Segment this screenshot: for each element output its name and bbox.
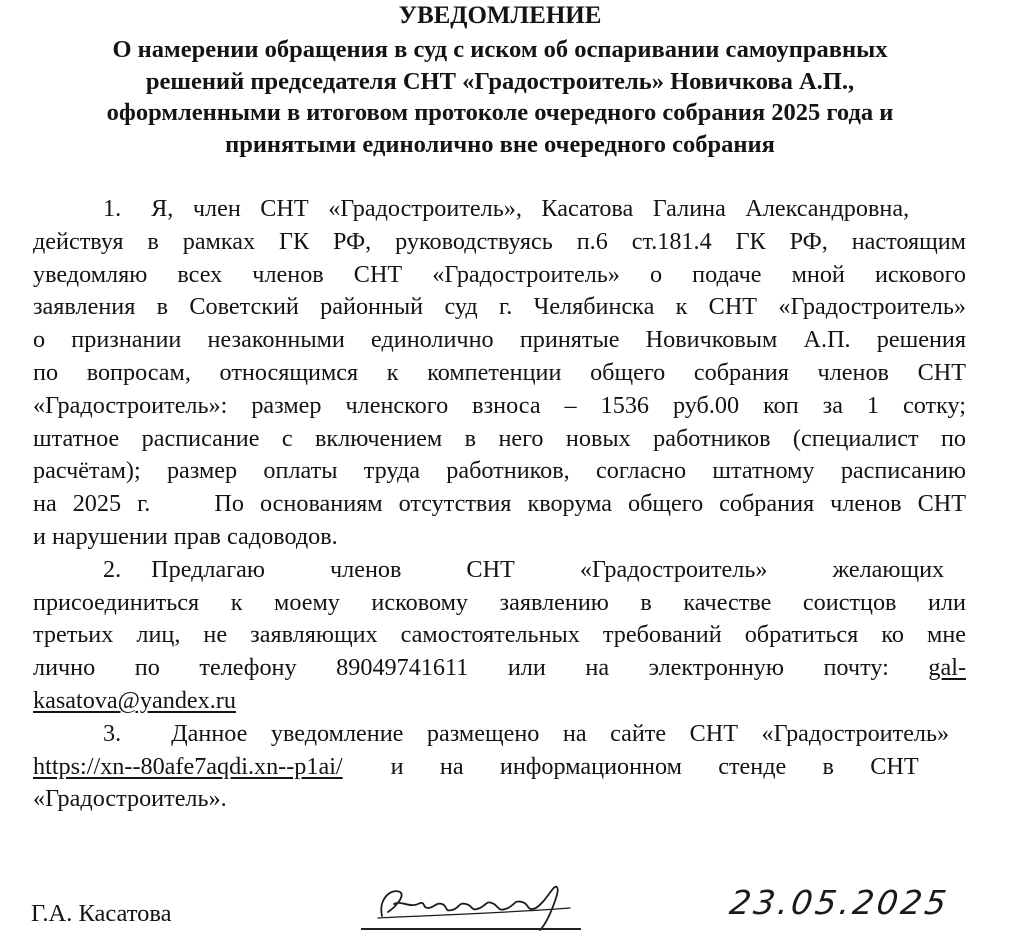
document-subtitle: [30, 34, 970, 160]
item2-email-line: [33, 685, 966, 718]
item3-first-line: [33, 718, 966, 751]
handwritten-signature: [370, 878, 580, 933]
item3-text: Данное уведомление размещено на сайте СНТ «Градостроитель»: [171, 719, 950, 747]
email-link-part1[interactable]: gal-: [928, 654, 966, 682]
item2-number: 2.: [103, 555, 122, 583]
subtitle-line: принятыми единолично вне очередного собрания: [225, 130, 775, 158]
document-title: УВЕДОМЛЕНИЕ: [398, 2, 602, 29]
item1-line: «Градостроитель»: размер членского взноса – 1536 руб.00 коп за 1 сотку;: [33, 391, 966, 419]
signature-underline: [361, 928, 581, 930]
item2-phone-line: [33, 652, 966, 685]
item1-line: заявления в Советский районный суд г. Челябинска к СНТ «Градостроитель»: [33, 293, 966, 321]
item1-line: о признании незаконными единолично принятые Новичковым А.П. решения: [33, 326, 966, 354]
item1-first-line: [33, 193, 966, 226]
item1-line: штатное расписание с включением в него новых работников (специалист по: [33, 424, 966, 452]
item1-number: 1.: [103, 195, 122, 222]
signer-name: Г.А. Касатова: [31, 900, 172, 927]
item1-line: уведомляю всех членов СНТ «Градостроитель» о подаче мной искового: [33, 260, 966, 288]
item3-number: 3.: [103, 719, 122, 747]
subtitle-line: оформленными в итоговом протоколе очередного собрания 2025 года и: [106, 99, 894, 126]
item1-line: на 2025 г. По основаниям отсутствия кворума общего собрания членов СНТ: [33, 490, 966, 518]
subtitle-line: О намерении обращения в суд с иском об оспаривании самоуправных: [112, 36, 888, 63]
item2-line: третьих лиц, не заявляющих самостоятельных требований обратиться ко мне: [33, 621, 966, 649]
url-suffix-text: и на информационном стенде в СНТ: [390, 752, 919, 780]
site-url-link[interactable]: https://xn--80afe7aqdi.xn--p1ai/: [33, 752, 343, 780]
item1-line: по вопросам, относящимся к компетенции общего собрания членов СНТ: [33, 358, 966, 386]
item2-line: присоединиться к моему исковому заявлению в качестве соистцов или: [33, 588, 966, 616]
subtitle-line: решений председателя СНТ «Градостроитель» Новичкова А.П.,: [145, 67, 855, 95]
phone-line-text: лично по телефону 89049741611 или на электронную почту:: [33, 654, 889, 682]
item3-url-line: [33, 751, 966, 784]
item1-line: и нарушении прав садоводов.: [33, 522, 338, 550]
item2-text: Предлагаю членов СНТ «Градостроитель» желающих: [151, 555, 945, 583]
item1-line: расчётам); размер оплаты труда работников, согласно штатному расписанию: [33, 457, 966, 485]
email-link-part2[interactable]: kasatova@yandex.ru: [33, 686, 236, 714]
item2-first-line: [33, 554, 966, 587]
item1-line: действуя в рамках ГК РФ, руководствуясь п.6 ст.181.4 ГК РФ, настоящим: [33, 227, 966, 255]
notice-body: [33, 193, 966, 816]
item1-text: Я, член СНТ «Градостроитель», Касатова Галина Александровна,: [151, 195, 910, 222]
item3-line: «Градостроитель».: [33, 785, 227, 813]
signature-date: 23.05.2025: [727, 883, 952, 922]
